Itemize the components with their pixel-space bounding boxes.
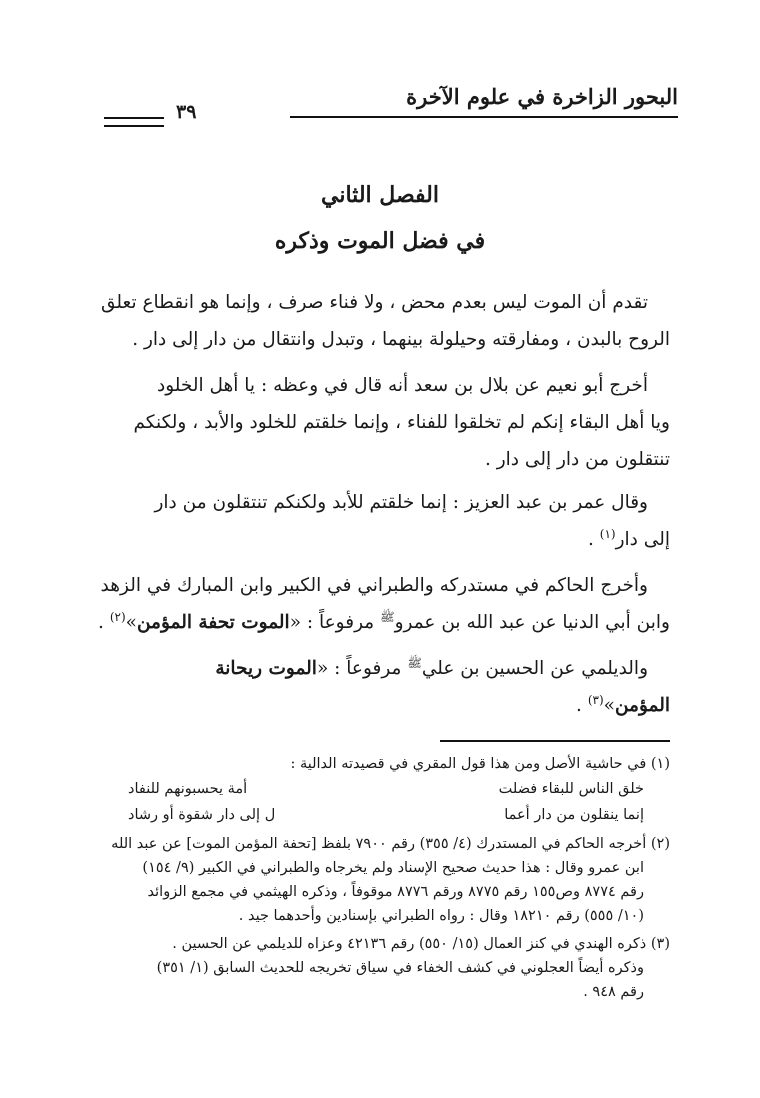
- footnote-ref-3[interactable]: (٣): [587, 692, 604, 707]
- paragraph-text: مرفوعاً : «: [289, 612, 381, 633]
- running-title: البحور الزاخرة في علوم الآخرة: [406, 84, 678, 109]
- blessing-symbol: ﷺ: [407, 655, 422, 670]
- footnote-line: وذكره أيضاً العجلوني في كشف الخفاء في سياق تخريجه للحديث السابق (١/ ٣٥١): [156, 960, 644, 976]
- footnote-3: [98, 932, 670, 1004]
- paragraph-text: وابن أبي الدنيا عن عبد الله بن عمرو: [394, 612, 670, 633]
- footnote-separator: [440, 740, 670, 742]
- quote-close: »: [603, 695, 615, 716]
- quote-close: »: [125, 612, 137, 633]
- verse-hemistich: خلق الناس للبقاء فضلت: [498, 781, 644, 797]
- footnote-2: [98, 832, 670, 928]
- footnotes: [98, 752, 670, 1008]
- paragraph-text: إلى دار: [615, 529, 670, 550]
- verse-hemistich: إنما ينقلون من دار أعما: [504, 807, 644, 823]
- hadith-quote: المؤمن: [614, 695, 670, 716]
- footnote-line: (٢) أخرجه الحاكم في المستدرك (٤/ ٣٥٥) رقم ٧٩٠٠ بلفظ [تحفة المؤمن الموت] عن عبد الله: [111, 836, 670, 852]
- hadith-quote: الموت تحفة المؤمن: [136, 612, 290, 633]
- paragraph-text: والديلمي عن الحسين بن علي: [421, 658, 648, 679]
- paragraph-line: تقدم أن الموت ليس بعدم محض ، ولا فناء صرف ، وإنما هو انقطاع تعلق: [100, 292, 648, 313]
- paragraph-line: [98, 650, 670, 687]
- footnote-line: ابن عمرو وقال : هذا حديث صحيح الإسناد ولم يخرجاه والطبراني في الكبير (٩/ ١٥٤): [142, 860, 644, 876]
- paragraph-line: وأخرج الحاكم في مستدركه والطبراني في الكبير وابن المبارك في الزهد: [100, 575, 648, 596]
- footnote-line: (١٠/ ٥٥٥) رقم ١٨٢١٠ وقال : رواه الطبراني بإسنادين وأحدهما جيد .: [238, 908, 644, 924]
- footnote-ref-2[interactable]: (٢): [109, 609, 126, 624]
- header-rule: [290, 116, 678, 118]
- chapter-subtitle: في فضل الموت وذكره: [274, 228, 486, 254]
- paragraph-end: .: [576, 695, 588, 716]
- verse-hemistich: أمة يحسبونهم للنفاد: [128, 781, 248, 797]
- footnote-line: (١) في حاشية الأصل ومن هذا قول المقري في قصيدته الدالية :: [290, 756, 670, 772]
- page-number-rules: [104, 117, 164, 127]
- paragraph-text: مرفوعاً : «: [316, 658, 408, 679]
- chapter-title: الفصل الثاني: [321, 182, 439, 208]
- paragraph-line: [98, 604, 670, 641]
- footnote-ref-1[interactable]: (١): [599, 526, 616, 541]
- footnote-1: [98, 752, 670, 828]
- paragraph-line: ويا أهل البقاء إنكم لم تخلقوا للفناء ، وإنما خلقتم للخلود والأبد ، ولكنكم: [133, 412, 670, 433]
- paragraph-end: .: [588, 529, 600, 550]
- paragraph-line: أخرج أبو نعيم عن بلال بن سعد أنه قال في وعظه : يا أهل الخلود: [156, 375, 648, 396]
- poem-verse: [98, 776, 670, 802]
- paragraph-1: [98, 284, 670, 358]
- paragraph-line: [98, 521, 670, 558]
- footnote-line: رقم ٩٤٨ .: [583, 984, 644, 1000]
- paragraph-end: .: [98, 612, 110, 633]
- blessing-symbol: ﷺ: [380, 609, 395, 624]
- page-number: ٣٩: [176, 101, 197, 123]
- paragraph-line: وقال عمر بن عبد العزيز : إنما خلقتم للأبد ولكنكم تنتقلون من دار: [154, 492, 648, 513]
- verse-hemistich: ل إلى دار شقوة أو رشاد: [128, 807, 276, 823]
- footnote-line: رقم ٨٧٧٤ وص١٥٥ رقم ٨٧٧٥ ورقم ٨٧٧٦ موقوفاً ، وذكره الهيثمي في مجمع الزوائد: [147, 884, 644, 900]
- hadith-quote: الموت ريحانة: [215, 658, 317, 679]
- paragraph-3: [98, 484, 670, 558]
- poem-verse: [98, 802, 670, 828]
- footnote-line: (٣) ذكره الهندي في كنز العمال (١٥/ ٥٥٠) رقم ٤٢١٣٦ وعزاه للديلمي عن الحسين .: [172, 936, 670, 952]
- paragraph-4: [98, 567, 670, 641]
- paragraph-line: [98, 687, 670, 724]
- paragraph-line: تنتقلون من دار إلى دار .: [484, 449, 670, 470]
- paragraph-5: [98, 650, 670, 724]
- paragraph-2: [98, 367, 670, 478]
- paragraph-line: الروح بالبدن ، ومفارقته وحيلولة بينهما ، وتبدل وانتقال من دار إلى دار .: [132, 329, 670, 350]
